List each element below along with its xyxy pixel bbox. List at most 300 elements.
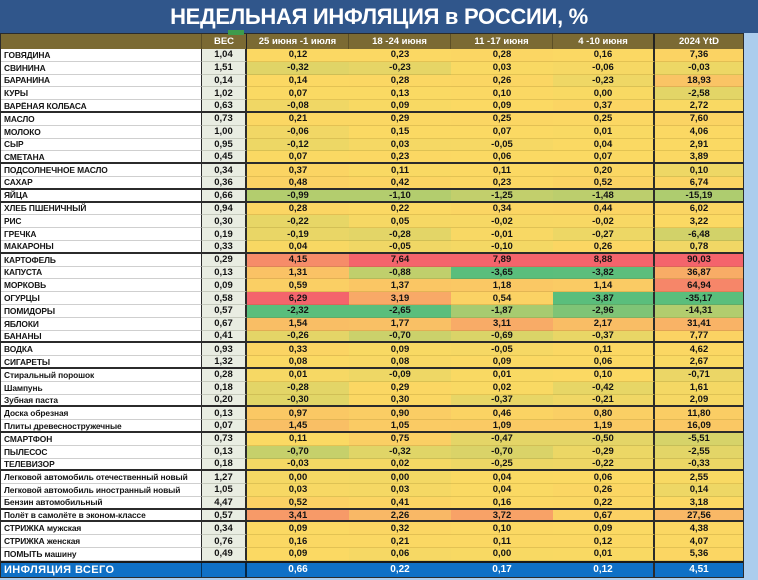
value-cell: -6,48: [655, 228, 743, 241]
value-cell: 0,33: [247, 343, 349, 356]
table-row: [1, 484, 743, 497]
value-cell: -0,10: [451, 241, 553, 254]
weight-cell: 0,28: [202, 369, 247, 382]
row-label: ВАРЁНАЯ КОЛБАСА: [1, 100, 202, 113]
weight-cell: 0,13: [202, 446, 247, 459]
weight-cell: 1,32: [202, 356, 247, 369]
value-cell: 0,42: [349, 177, 451, 190]
value-cell: 4,38: [655, 522, 743, 535]
row-label: ПЫЛЕСОС: [1, 446, 202, 459]
value-cell: 1,45: [247, 420, 349, 433]
value-cell: 0,48: [247, 177, 349, 190]
row-label: ТЕЛЕВИЗОР: [1, 459, 202, 472]
value-cell: 0,29: [349, 113, 451, 126]
value-cell: 0,03: [349, 484, 451, 497]
value-cell: -1,10: [349, 190, 451, 203]
value-cell: -15,19: [655, 190, 743, 203]
value-cell: 0,22: [553, 497, 655, 510]
table-row: [1, 548, 743, 561]
value-cell: 11,80: [655, 407, 743, 420]
value-cell: 0,04: [451, 471, 553, 484]
row-label: Стиральный порошок: [1, 369, 202, 382]
value-cell: -0,70: [451, 446, 553, 459]
table-row: [1, 62, 743, 75]
weight-cell: 0,34: [202, 164, 247, 177]
value-cell: 0,06: [553, 471, 655, 484]
row-label: РИС: [1, 215, 202, 228]
table-body: [1, 49, 743, 561]
row-label: ПОМИДОРЫ: [1, 305, 202, 318]
value-cell: -0,09: [349, 369, 451, 382]
value-cell: -0,27: [553, 228, 655, 241]
value-cell: -0,21: [553, 395, 655, 408]
value-cell: -0,30: [247, 395, 349, 408]
value-cell: 0,23: [349, 151, 451, 164]
weight-cell: 1,51: [202, 62, 247, 75]
value-cell: 0,16: [553, 49, 655, 62]
table-row: [1, 113, 743, 126]
row-label: Полёт в самолёте в эконом-классе: [1, 510, 202, 523]
weight-cell: 0,29: [202, 254, 247, 267]
value-cell: 0,05: [349, 215, 451, 228]
green-marker: [228, 30, 244, 35]
value-cell: 1,54: [247, 318, 349, 331]
value-cell: 7,89: [451, 254, 553, 267]
value-cell: -0,50: [553, 433, 655, 446]
column-header: 11 -17 июня: [451, 34, 553, 49]
value-cell: 0,07: [451, 126, 553, 139]
value-cell: -5,51: [655, 433, 743, 446]
value-cell: -0,03: [247, 459, 349, 472]
value-cell: 0,06: [349, 548, 451, 561]
row-label: САХАР: [1, 177, 202, 190]
column-header: 2024 YtD: [679, 36, 719, 47]
value-cell: -0,42: [553, 382, 655, 395]
value-cell: 0,26: [553, 484, 655, 497]
value-cell: -0,37: [553, 331, 655, 344]
weight-cell: 0,34: [202, 522, 247, 535]
weight-cell: 0,76: [202, 535, 247, 548]
table-row: [1, 215, 743, 228]
row-label: ЯЙЦА: [1, 190, 202, 203]
value-cell: 0,26: [451, 75, 553, 88]
row-label: СТРИЖКА женская: [1, 535, 202, 548]
value-cell: 7,36: [655, 49, 743, 62]
table-row: [1, 522, 743, 535]
value-cell: 0,22: [349, 203, 451, 216]
value-cell: 5,36: [655, 548, 743, 561]
value-cell: 0,34: [451, 203, 553, 216]
weight-cell: 0,33: [202, 241, 247, 254]
value-cell: 0,97: [247, 407, 349, 420]
value-cell: 0,00: [451, 548, 553, 561]
table-row: [1, 420, 743, 433]
weight-cell: 0,18: [202, 382, 247, 395]
table-row: [1, 356, 743, 369]
value-cell: 1,77: [349, 318, 451, 331]
value-cell: 0,06: [553, 356, 655, 369]
weight-cell: 0,94: [202, 203, 247, 216]
table-row: [1, 139, 743, 152]
row-label: СМАРТФОН: [1, 433, 202, 446]
value-cell: 2,55: [655, 471, 743, 484]
value-cell: -0,71: [655, 369, 743, 382]
weight-cell: 0,58: [202, 292, 247, 305]
table-row: [1, 203, 743, 216]
inflation-table: [0, 33, 744, 578]
value-cell: 0,10: [451, 87, 553, 100]
table-header-row: [1, 34, 743, 49]
weight-cell: 0,67: [202, 318, 247, 331]
value-cell: -0,88: [349, 267, 451, 280]
row-label: Плиты древесностружечные: [1, 420, 202, 433]
column-header: 18 -24 июня: [349, 34, 451, 49]
table-row: [1, 241, 743, 254]
value-cell: 0,15: [349, 126, 451, 139]
value-cell: 0,11: [451, 535, 553, 548]
row-label: Легковой автомобиль отечественный новый: [1, 471, 202, 484]
value-cell: 0,11: [451, 164, 553, 177]
value-cell: 0,11: [349, 164, 451, 177]
value-cell: 0,03: [247, 484, 349, 497]
value-cell: 3,19: [349, 292, 451, 305]
row-label: ПОМЫТЬ машину: [1, 548, 202, 561]
value-cell: 64,94: [655, 279, 743, 292]
value-cell: -0,70: [349, 331, 451, 344]
column-header: 25 июня -1 июля: [247, 34, 349, 49]
value-cell: -1,25: [451, 190, 553, 203]
value-cell: 0,01: [451, 369, 553, 382]
value-cell: 0,04: [451, 484, 553, 497]
value-cell: 1,05: [349, 420, 451, 433]
value-cell: 0,03: [451, 62, 553, 75]
value-cell: 0,09: [247, 548, 349, 561]
value-cell: 0,04: [247, 241, 349, 254]
table-row: [1, 497, 743, 510]
value-cell: 0,13: [349, 87, 451, 100]
value-cell: -0,25: [451, 459, 553, 472]
value-cell: -0,70: [247, 446, 349, 459]
value-cell: -0,33: [655, 459, 743, 472]
total-value-cell: 0,66: [288, 564, 308, 576]
value-cell: 0,12: [247, 49, 349, 62]
row-label: Доска обрезная: [1, 407, 202, 420]
value-cell: 0,28: [247, 203, 349, 216]
total-value-cell: 0,17: [492, 564, 512, 576]
table-row: [1, 510, 743, 523]
value-cell: -0,05: [349, 241, 451, 254]
value-cell: -0,02: [553, 215, 655, 228]
row-label: СТРИЖКА мужская: [1, 522, 202, 535]
value-cell: -0,06: [247, 126, 349, 139]
value-cell: 16,09: [655, 420, 743, 433]
value-cell: 2,67: [655, 356, 743, 369]
value-cell: 0,07: [247, 151, 349, 164]
weight-cell: 0,73: [202, 433, 247, 446]
table-row: [1, 343, 743, 356]
value-cell: -0,28: [349, 228, 451, 241]
row-label: ВОДКА: [1, 343, 202, 356]
table-row: [1, 126, 743, 139]
value-cell: 0,01: [553, 126, 655, 139]
table-row: [1, 433, 743, 446]
weight-cell: 0,19: [202, 228, 247, 241]
weight-cell: 0,20: [202, 395, 247, 408]
value-cell: 7,77: [655, 331, 743, 344]
value-cell: -1,87: [451, 305, 553, 318]
table-row: [1, 395, 743, 408]
table-row: [1, 254, 743, 267]
value-cell: -0,22: [553, 459, 655, 472]
value-cell: 1,61: [655, 382, 743, 395]
value-cell: -0,29: [553, 446, 655, 459]
row-label: СВИНИНА: [1, 62, 202, 75]
value-cell: -0,99: [247, 190, 349, 203]
total-value-cell: 0,12: [553, 563, 655, 577]
value-cell: 27,56: [655, 510, 743, 523]
table-row: [1, 407, 743, 420]
value-cell: 1,37: [349, 279, 451, 292]
value-cell: -3,87: [553, 292, 655, 305]
row-label: Зубная паста: [1, 395, 202, 408]
table-row: [1, 292, 743, 305]
weight-cell: 0,63: [202, 100, 247, 113]
table-row: [1, 305, 743, 318]
row-label: МАСЛО: [1, 113, 202, 126]
row-label: Легковой автомобиль иностранный новый: [1, 484, 202, 497]
value-cell: 2,09: [655, 395, 743, 408]
row-label: ГРЕЧКА: [1, 228, 202, 241]
value-cell: -3,65: [451, 267, 553, 280]
value-cell: -0,08: [247, 100, 349, 113]
value-cell: 4,07: [655, 535, 743, 548]
value-cell: -0,37: [451, 395, 553, 408]
table-row: [1, 100, 743, 113]
value-cell: 1,14: [553, 279, 655, 292]
weight-cell: 1,05: [202, 484, 247, 497]
total-weight-cell: [202, 563, 247, 577]
row-label: ОГУРЦЫ: [1, 292, 202, 305]
weight-cell: 1,00: [202, 126, 247, 139]
value-cell: 0,30: [349, 395, 451, 408]
value-cell: 0,09: [553, 522, 655, 535]
value-cell: 2,91: [655, 139, 743, 152]
value-cell: 0,67: [553, 510, 655, 523]
value-cell: -0,32: [247, 62, 349, 75]
value-cell: 0,01: [553, 548, 655, 561]
column-header: 4 -10 июня: [553, 34, 655, 49]
table-row: [1, 382, 743, 395]
value-cell: 3,72: [451, 510, 553, 523]
row-label: БАНАНЫ: [1, 331, 202, 344]
value-cell: -0,19: [247, 228, 349, 241]
value-cell: 0,28: [349, 75, 451, 88]
value-cell: -0,02: [451, 215, 553, 228]
value-cell: 0,52: [247, 497, 349, 510]
weight-cell: 1,04: [202, 49, 247, 62]
value-cell: -0,01: [451, 228, 553, 241]
weight-cell: 0,30: [202, 215, 247, 228]
value-cell: -2,65: [349, 305, 451, 318]
table-row: [1, 369, 743, 382]
row-label: МАКАРОНЫ: [1, 241, 202, 254]
value-cell: -2,32: [247, 305, 349, 318]
value-cell: -0,23: [553, 75, 655, 88]
total-value-cell: 4,51: [689, 564, 709, 576]
weight-cell: 0,13: [202, 267, 247, 280]
value-cell: 3,22: [655, 215, 743, 228]
value-cell: 0,20: [553, 164, 655, 177]
value-cell: -14,31: [655, 305, 743, 318]
value-cell: -0,12: [247, 139, 349, 152]
value-cell: -0,32: [349, 446, 451, 459]
row-label: БАРАНИНА: [1, 75, 202, 88]
value-cell: -0,26: [247, 331, 349, 344]
row-label: СЫР: [1, 139, 202, 152]
total-label: ИНФЛЯЦИЯ ВСЕГО: [1, 563, 202, 577]
value-cell: 4,62: [655, 343, 743, 356]
value-cell: 31,41: [655, 318, 743, 331]
value-cell: -35,17: [655, 292, 743, 305]
weight-cell: 0,66: [202, 190, 247, 203]
value-cell: 0,46: [451, 407, 553, 420]
total-row: [1, 561, 743, 577]
value-cell: 2,26: [349, 510, 451, 523]
value-cell: -0,06: [553, 62, 655, 75]
value-cell: 0,04: [553, 139, 655, 152]
value-cell: 0,37: [247, 164, 349, 177]
value-cell: 0,25: [451, 113, 553, 126]
value-cell: 0,21: [349, 535, 451, 548]
value-cell: -0,05: [451, 139, 553, 152]
value-cell: 0,09: [451, 356, 553, 369]
table-row: [1, 75, 743, 88]
value-cell: -0,05: [451, 343, 553, 356]
value-cell: -2,55: [655, 446, 743, 459]
value-cell: 0,00: [349, 471, 451, 484]
value-cell: 18,93: [655, 75, 743, 88]
value-cell: 90,03: [655, 254, 743, 267]
value-cell: 0,10: [655, 164, 743, 177]
total-value-cell: 0,22: [390, 564, 410, 576]
value-cell: 0,59: [247, 279, 349, 292]
weight-cell: 0,18: [202, 459, 247, 472]
value-cell: 3,41: [247, 510, 349, 523]
value-cell: 0,11: [553, 343, 655, 356]
value-cell: 0,16: [451, 497, 553, 510]
table-row: [1, 318, 743, 331]
value-cell: 1,18: [451, 279, 553, 292]
value-cell: 0,00: [247, 471, 349, 484]
value-cell: 0,29: [349, 382, 451, 395]
value-cell: 0,26: [553, 241, 655, 254]
value-cell: 0,14: [247, 75, 349, 88]
value-cell: 6,74: [655, 177, 743, 190]
value-cell: 0,12: [553, 535, 655, 548]
value-cell: 0,06: [451, 151, 553, 164]
value-cell: 0,41: [349, 497, 451, 510]
value-cell: 0,75: [349, 433, 451, 446]
value-cell: 0,09: [247, 522, 349, 535]
value-cell: 7,64: [349, 254, 451, 267]
page-title: НЕДЕЛЬНАЯ ИНФЛЯЦИЯ в РОССИИ, %: [170, 3, 588, 29]
value-cell: 0,09: [349, 343, 451, 356]
value-cell: 0,23: [349, 49, 451, 62]
value-cell: 0,09: [349, 100, 451, 113]
weight-cell: 0,41: [202, 331, 247, 344]
weight-cell: 0,09: [202, 279, 247, 292]
value-cell: -1,48: [553, 190, 655, 203]
weight-cell: 0,93: [202, 343, 247, 356]
row-label: ПОДСОЛНЕЧНОЕ МАСЛО: [1, 164, 202, 177]
table-row: [1, 459, 743, 472]
value-cell: 0,03: [349, 139, 451, 152]
value-cell: 1,09: [451, 420, 553, 433]
value-cell: 3,11: [451, 318, 553, 331]
table-row: [1, 87, 743, 100]
table-row: [1, 471, 743, 484]
value-cell: 1,31: [247, 267, 349, 280]
table-row: [1, 177, 743, 190]
value-cell: 0,08: [247, 356, 349, 369]
value-cell: 0,02: [451, 382, 553, 395]
value-cell: 0,09: [451, 100, 553, 113]
value-cell: -0,69: [451, 331, 553, 344]
value-cell: 0,52: [553, 177, 655, 190]
row-label: СИГАРЕТЫ: [1, 356, 202, 369]
table-row: [1, 279, 743, 292]
value-cell: 6,29: [247, 292, 349, 305]
value-cell: 7,60: [655, 113, 743, 126]
value-cell: -0,23: [349, 62, 451, 75]
value-cell: 0,07: [247, 87, 349, 100]
table-row: [1, 446, 743, 459]
value-cell: 0,44: [553, 203, 655, 216]
weight-cell: 0,14: [202, 75, 247, 88]
row-label: Шампунь: [1, 382, 202, 395]
weight-cell: 0,07: [202, 420, 247, 433]
table-row: [1, 151, 743, 164]
value-cell: 0,21: [247, 113, 349, 126]
value-cell: -0,03: [655, 62, 743, 75]
value-cell: 0,25: [553, 113, 655, 126]
row-label: ГОВЯДИНА: [1, 49, 202, 62]
value-cell: 0,07: [553, 151, 655, 164]
value-cell: -0,22: [247, 215, 349, 228]
weight-cell: 0,95: [202, 139, 247, 152]
weight-cell: 0,73: [202, 113, 247, 126]
title-bar: [0, 0, 758, 33]
value-cell: 4,06: [655, 126, 743, 139]
table-row: [1, 228, 743, 241]
value-cell: -2,96: [553, 305, 655, 318]
column-header: ВЕС: [202, 34, 247, 49]
weight-cell: 4,47: [202, 497, 247, 510]
weight-cell: 0,45: [202, 151, 247, 164]
weight-cell: 0,13: [202, 407, 247, 420]
row-label: МОЛОКО: [1, 126, 202, 139]
weight-cell: 1,27: [202, 471, 247, 484]
value-cell: -2,58: [655, 87, 743, 100]
table-row: [1, 331, 743, 344]
value-cell: 4,15: [247, 254, 349, 267]
value-cell: 0,02: [349, 459, 451, 472]
value-cell: 8,88: [553, 254, 655, 267]
value-cell: 0,54: [451, 292, 553, 305]
table-row: [1, 49, 743, 62]
weight-cell: 0,57: [202, 510, 247, 523]
value-cell: 0,00: [553, 87, 655, 100]
